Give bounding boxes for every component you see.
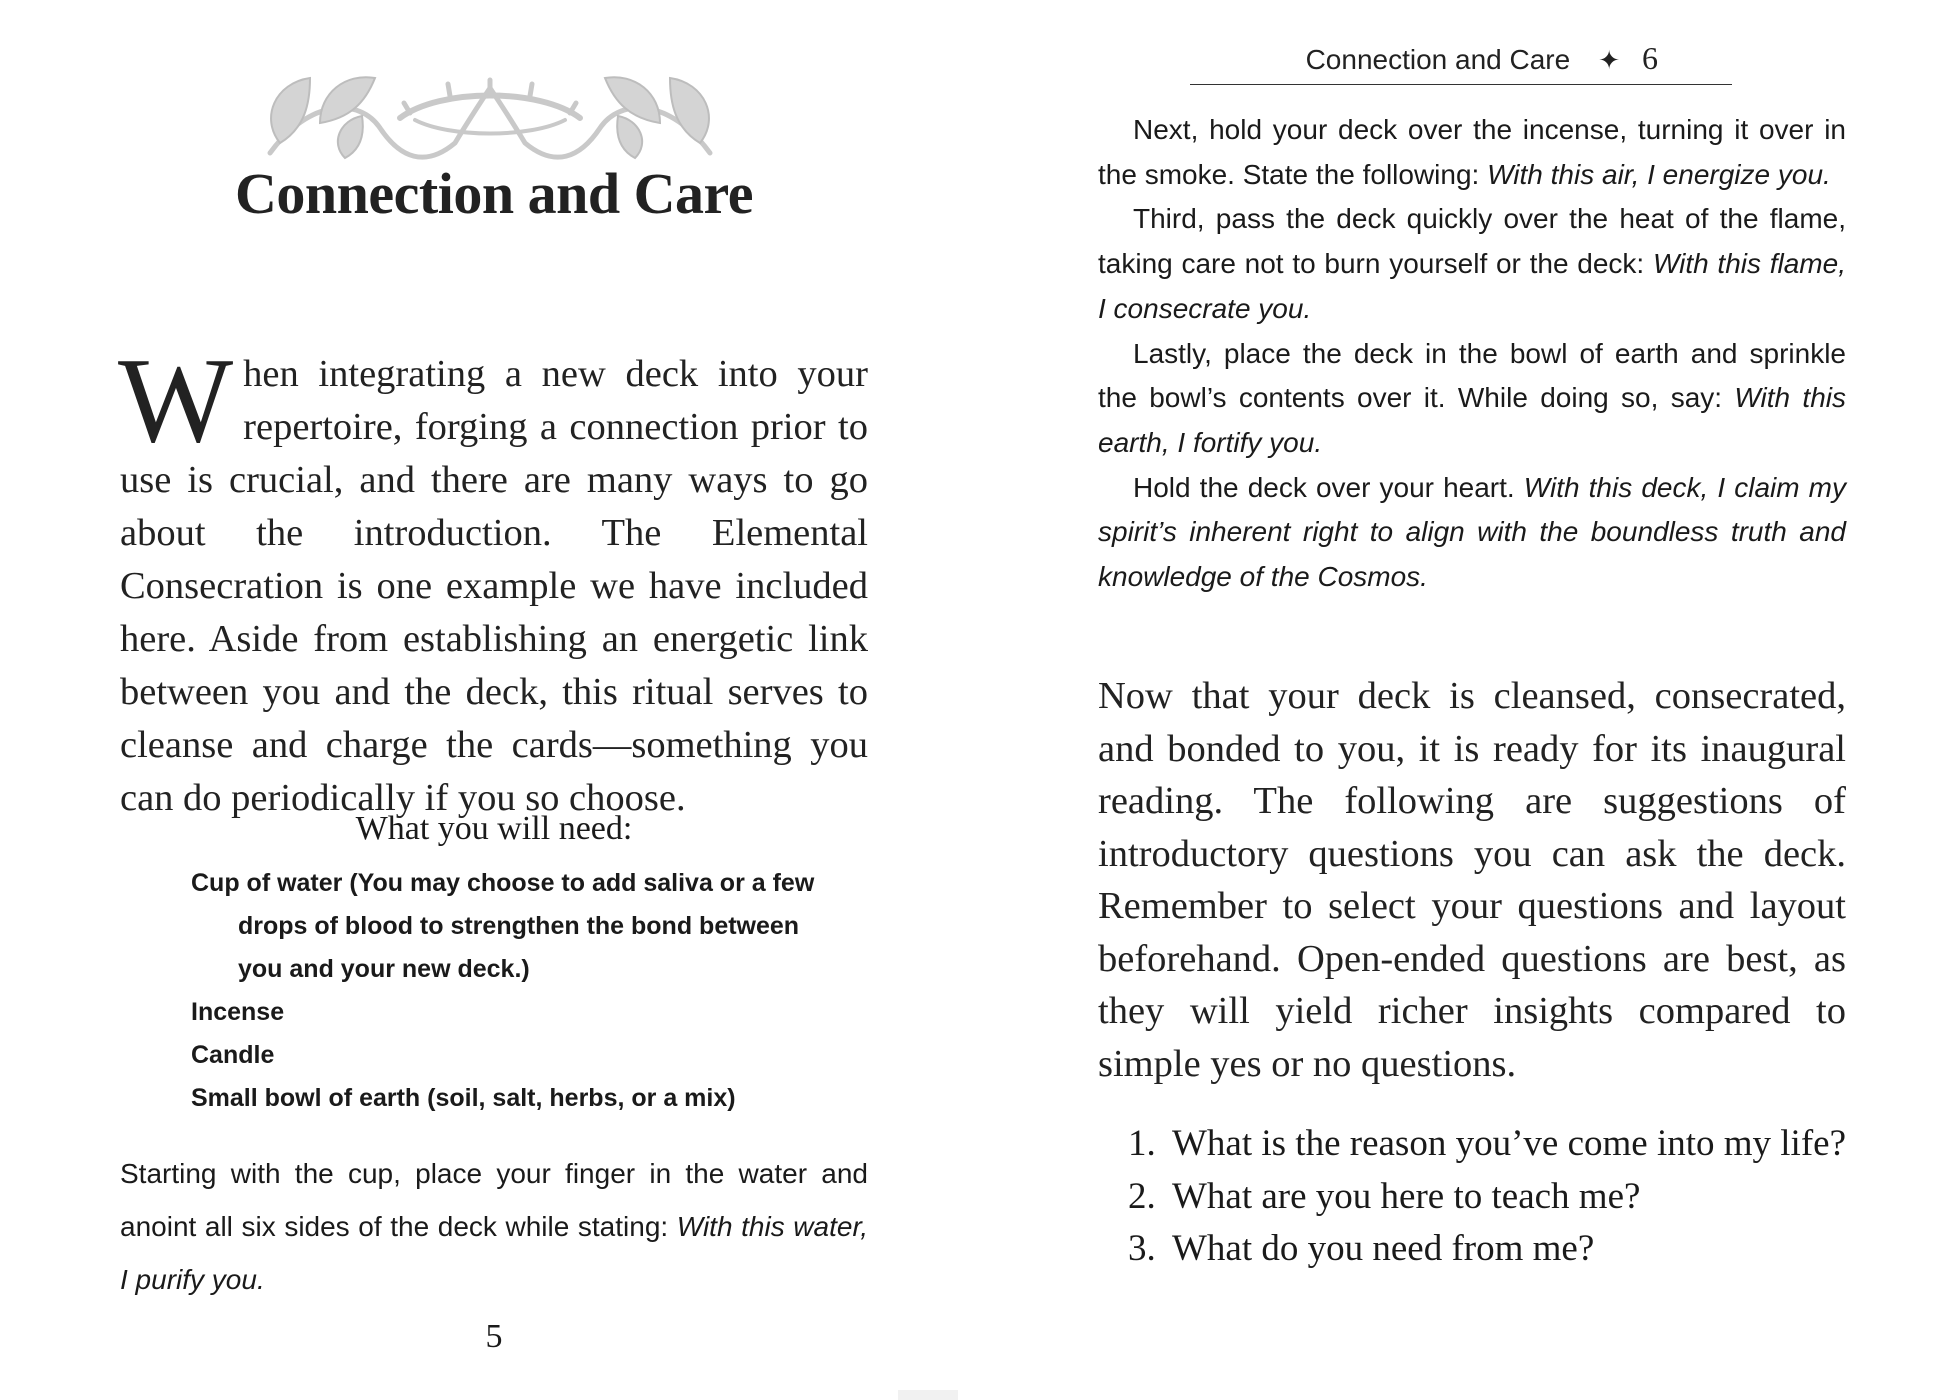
question-number: 2. — [1128, 1175, 1156, 1217]
question-text: What are you here to teach me? — [1172, 1175, 1641, 1217]
right-page — [980, 0, 1960, 1400]
closing-paragraph — [120, 1147, 868, 1306]
intro-text: hen integrating a new deck into your repertoire, forging a connection prior to use is crucial, and there are many ways to go about the introduction. The Elemental Consecration is one example we have included here. Aside from establishing an energetic link between you and the deck, this ritual serves to cleanse and charge the cards—something you can do periodically if you so choose. — [120, 353, 868, 819]
ritual-steps — [1098, 108, 1846, 600]
ritual-step — [1098, 332, 1846, 466]
step-italic: With this flame, I consecrate you. — [1098, 248, 1846, 324]
closing-text: Starting with the cup, place your finger in the water and anoint all six sides of the deck while stating: — [120, 1158, 868, 1242]
gutter-tab — [898, 1390, 958, 1400]
list-item: Candle — [191, 1041, 275, 1069]
closing-italic: With this water, I purify you. — [120, 1211, 869, 1295]
drop-cap: W — [118, 333, 234, 468]
needs-heading: What you will need: — [355, 810, 633, 847]
page-number: 5 — [485, 1318, 503, 1355]
question-text: What do you need from me? — [1172, 1228, 1595, 1269]
body-paragraph: Now that your deck is cleansed, consecrated, and bonded to you, it is ready for its inaugural reading. The following are suggestions of introductory questions you can ask the deck. Remember to select your questions and layout beforehand. Open-ended questions are best, as they will yield richer insights compared to simple yes or no questions. — [1098, 675, 1846, 1085]
question-number: 1. — [1128, 1123, 1156, 1164]
header-rule — [1190, 84, 1732, 85]
chapter-title: Connection and Care — [235, 161, 753, 226]
page-number: 6 — [1642, 40, 1658, 76]
star-ornament-icon: ✦ — [1598, 45, 1620, 75]
step-text: Third, pass the deck quickly over the heat of the flame, taking care not to burn yourself or the deck: — [1098, 203, 1846, 280]
question-number: 3. — [1128, 1228, 1156, 1269]
running-head-title: Connection and Care — [1305, 44, 1571, 75]
questions-list — [1128, 1118, 1848, 1276]
step-italic: With this air, I energize you. — [1487, 158, 1831, 190]
list-item — [1128, 1171, 1848, 1224]
question-text: What is the reason you’ve come into my life? — [1172, 1123, 1847, 1164]
list-item: Cup of water (You may choose to add saliva or a few drops of blood to strengthen the bond between you and your new deck.) — [191, 869, 815, 983]
running-head — [1190, 40, 1732, 77]
list-item — [1128, 1118, 1848, 1171]
list-item: Incense — [191, 998, 285, 1026]
needs-list — [191, 862, 831, 1120]
step-text: Next, hold your deck over the incense, turning it over in the smoke. State the following: — [1098, 114, 1846, 190]
intro-paragraph — [118, 333, 868, 825]
step-text: Hold the deck over your heart. — [1133, 471, 1524, 503]
ritual-step — [1098, 466, 1846, 600]
list-item: Small bowl of earth (soil, salt, herbs, or a mix) — [191, 1084, 736, 1112]
step-italic: With this deck, I claim my spirit’s inherent right to align with the boundless truth and knowledge of the Cosmos. — [1098, 471, 1846, 593]
ritual-step — [1098, 197, 1846, 331]
ritual-step — [1098, 108, 1846, 197]
list-item — [1128, 1223, 1848, 1276]
step-text: Lastly, place the deck in the bowl of earth and sprinkle the bowl’s contents over it. While doing so, say: — [1098, 337, 1846, 414]
step-italic: With this earth, I fortify you. — [1098, 382, 1846, 458]
